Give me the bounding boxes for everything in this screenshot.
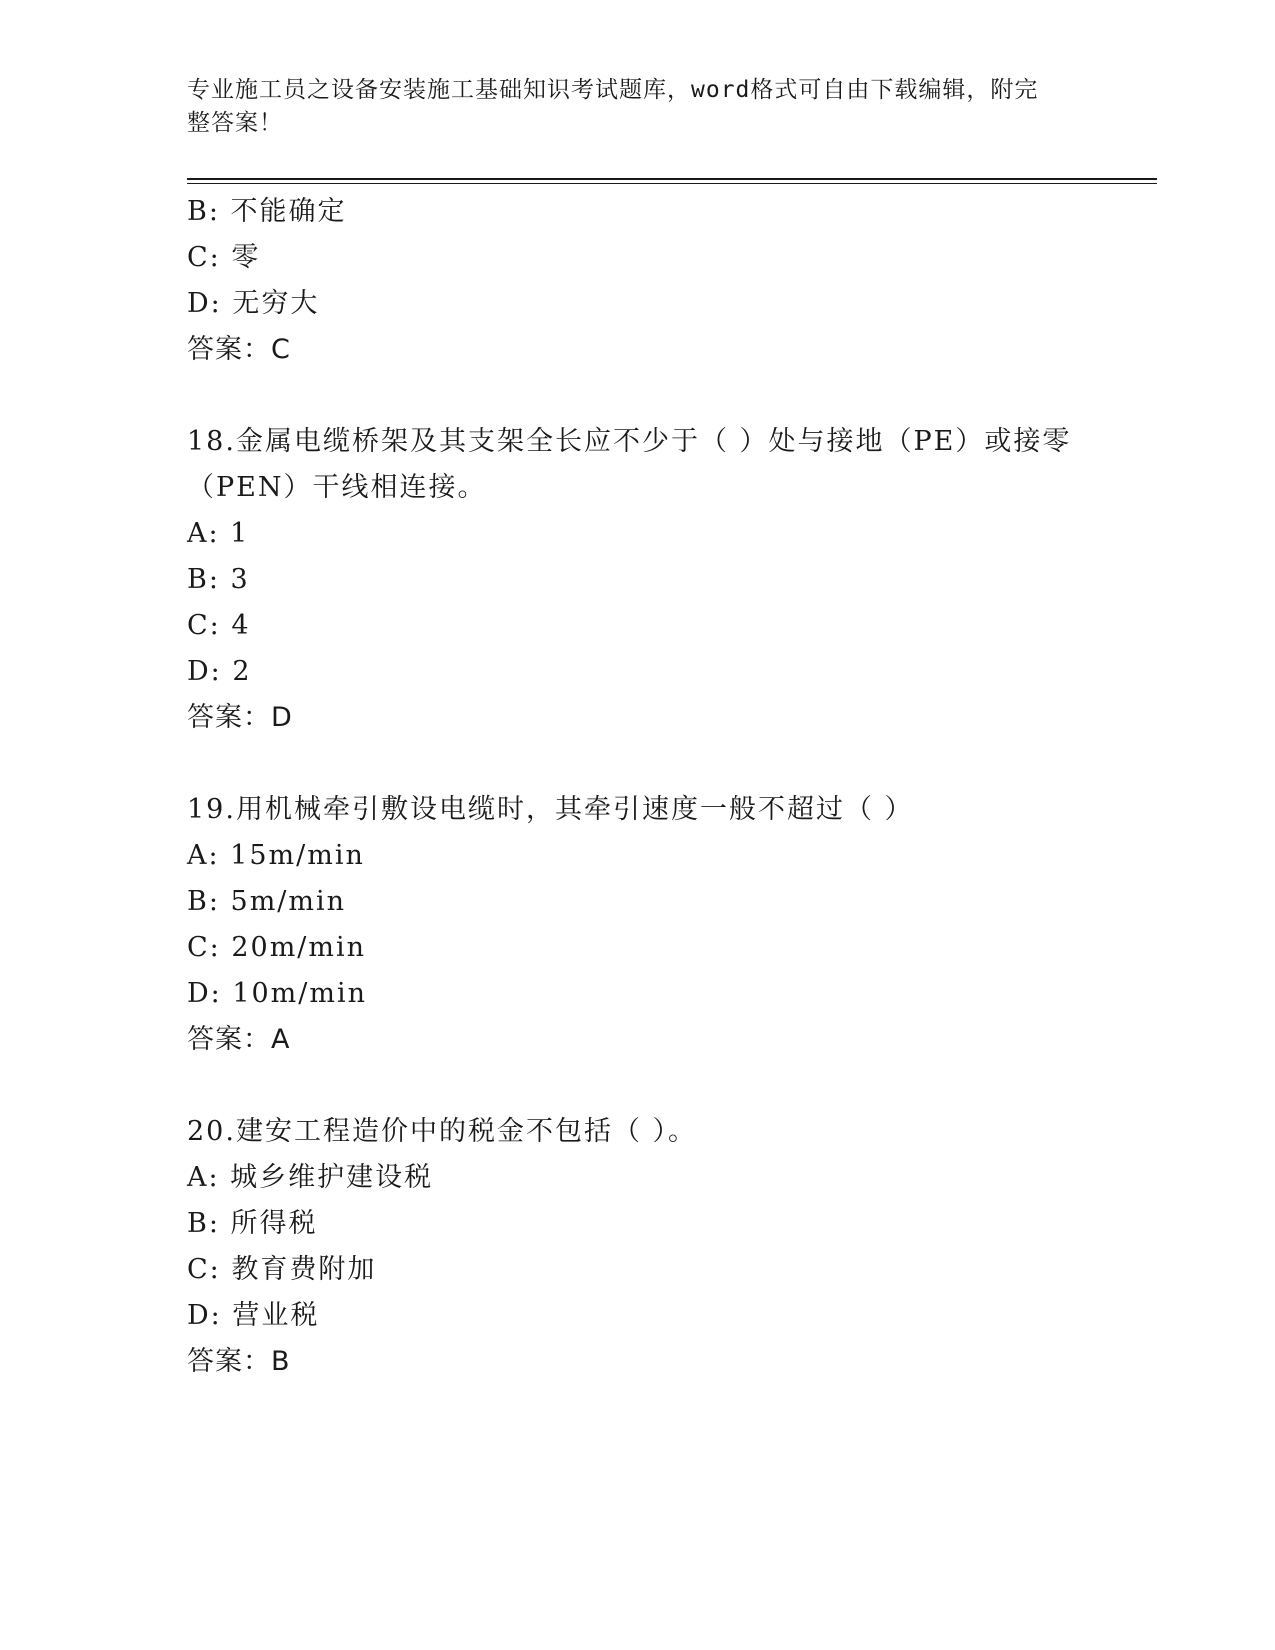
- answer: 答案：D: [187, 702, 293, 733]
- header-rule: [187, 178, 1157, 180]
- document-header: [187, 74, 1067, 140]
- option-d: D: 2: [187, 656, 252, 687]
- option-b: B: 不能确定: [187, 196, 347, 227]
- question-stem: 19.用机械牵引敷设电缆时，其牵引速度一般不超过（ ）: [187, 794, 914, 825]
- question-17-tail: [187, 189, 1157, 373]
- spacer: [187, 373, 1157, 419]
- question-stem: 20.建安工程造价中的税金不包括（ ）。: [187, 1116, 698, 1147]
- header-rule-thin: [187, 183, 1157, 184]
- spacer: [187, 1063, 1157, 1109]
- answer: 答案：A: [187, 1024, 291, 1055]
- option-a: A: 城乡维护建设税: [187, 1162, 434, 1193]
- question-stem: 18.金属电缆桥架及其支架全长应不少于（ ）处与接地（PE）或接零: [187, 426, 1072, 457]
- document-page: [187, 0, 1157, 1650]
- question-stem-continued: （PEN）干线相连接。: [187, 472, 487, 503]
- option-d: D: 10m/min: [187, 978, 368, 1009]
- question-18: [187, 419, 1157, 741]
- answer: 答案：B: [187, 1346, 291, 1377]
- header-line-2: 整答案！: [187, 110, 283, 136]
- option-a: A: 15m/min: [187, 840, 365, 871]
- option-d: D: 营业税: [187, 1300, 320, 1331]
- option-c: C: 20m/min: [187, 932, 367, 963]
- option-c: C: 4: [187, 610, 251, 641]
- option-b: B: 所得税: [187, 1208, 318, 1239]
- option-c: C: 零: [187, 242, 261, 273]
- question-20: [187, 1109, 1157, 1385]
- answer: 答案：C: [187, 334, 291, 365]
- option-b: B: 3: [187, 564, 250, 595]
- option-b: B: 5m/min: [187, 886, 347, 917]
- spacer: [187, 741, 1157, 787]
- question-19: [187, 787, 1157, 1063]
- document-body: [187, 189, 1157, 1385]
- header-line-1: 专业施工员之设备安装施工基础知识考试题库，word格式可自由下载编辑，附完: [187, 77, 1039, 103]
- option-d: D: 无穷大: [187, 288, 320, 319]
- option-a: A: 1: [187, 518, 250, 549]
- option-c: C: 教育费附加: [187, 1254, 377, 1285]
